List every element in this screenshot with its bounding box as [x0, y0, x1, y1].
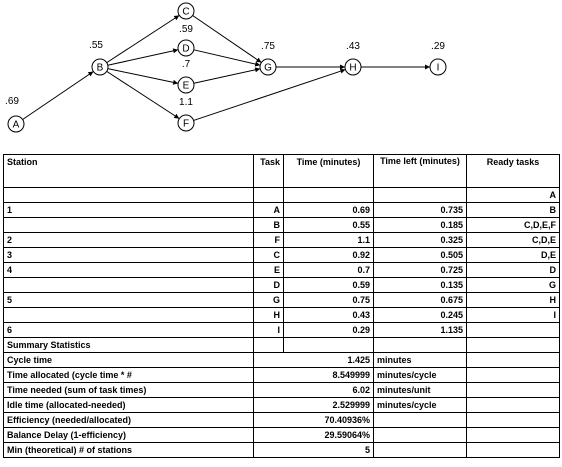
cell-ready: G	[467, 278, 560, 293]
node-time: .43	[346, 41, 360, 52]
empty-cell	[467, 428, 560, 443]
header-station: Station	[4, 155, 254, 188]
cell-ready: I	[467, 308, 560, 323]
summary-row	[4, 428, 560, 443]
cell-time: 0.7	[284, 263, 374, 278]
node-label: G	[264, 62, 272, 74]
arrowhead-F-H	[340, 69, 346, 74]
cell-left: 0.675	[374, 293, 467, 308]
cell-left: 0.735	[374, 203, 467, 218]
cell-task	[254, 188, 284, 203]
edge-C-G	[193, 16, 262, 63]
cell-task: H	[254, 308, 284, 323]
edge-B-E	[108, 69, 178, 84]
summary-label: Min (theoretical) # of stations	[4, 443, 254, 458]
cell-time: 0.69	[284, 203, 374, 218]
cell-station: 1	[4, 203, 254, 218]
cell-task: G	[254, 293, 284, 308]
cell-ready: A	[467, 188, 560, 203]
table-row	[4, 233, 560, 248]
header-task: Task	[254, 155, 284, 188]
cell-time: 1.1	[284, 233, 374, 248]
node-label: D	[182, 43, 190, 55]
empty-cell	[467, 338, 560, 353]
precedence-diagram	[0, 0, 562, 150]
summary-row	[4, 383, 560, 398]
cell-station: 3	[4, 248, 254, 263]
arrowhead-B-F	[174, 114, 180, 119]
cell-left: 1.135	[374, 323, 467, 338]
table-row	[4, 278, 560, 293]
arrowhead-B-C	[174, 15, 180, 20]
cell-task: F	[254, 233, 284, 248]
line-balancing-table	[3, 154, 560, 458]
cell-time: 0.75	[284, 293, 374, 308]
node-time: .59	[179, 24, 193, 35]
empty-cell	[467, 353, 560, 368]
summary-unit	[374, 443, 467, 458]
cell-time: 0.55	[284, 218, 374, 233]
arrowhead-G-H	[340, 65, 345, 70]
cell-task: B	[254, 218, 284, 233]
node-time: .55	[89, 40, 103, 51]
cell-time: 0.92	[284, 248, 374, 263]
edge-A-B	[23, 71, 94, 119]
arrowhead-H-I	[425, 65, 430, 70]
summary-unit	[374, 413, 467, 428]
summary-value: 6.02	[254, 383, 374, 398]
node-time: .7	[181, 59, 191, 70]
header-time-left: Time left (minutes)	[374, 155, 467, 188]
node-time: 1.1	[179, 97, 193, 108]
cell-ready: D	[467, 263, 560, 278]
summary-unit: minutes	[374, 353, 467, 368]
empty-cell	[284, 338, 374, 353]
summary-value: 5	[254, 443, 374, 458]
cell-left: 0.325	[374, 233, 467, 248]
table-row	[4, 218, 560, 233]
table-row	[4, 293, 560, 308]
summary-label: Time needed (sum of task times)	[4, 383, 254, 398]
table-row	[4, 188, 560, 203]
node-label: I	[436, 62, 440, 74]
summary-row	[4, 353, 560, 368]
cell-task: E	[254, 263, 284, 278]
summary-row	[4, 398, 560, 413]
empty-cell	[467, 398, 560, 413]
cell-ready: B	[467, 203, 560, 218]
node-time: .75	[261, 41, 275, 52]
empty-cell	[467, 368, 560, 383]
empty-cell	[467, 383, 560, 398]
node-label: E	[182, 80, 190, 92]
cell-ready: C,D,E	[467, 233, 560, 248]
cell-station: 2	[4, 233, 254, 248]
cell-time: 0.29	[284, 323, 374, 338]
empty-cell	[374, 338, 467, 353]
summary-row	[4, 413, 560, 428]
cell-task: I	[254, 323, 284, 338]
empty-cell	[467, 443, 560, 458]
header-ready-tasks: Ready tasks	[467, 155, 560, 188]
summary-value: 29.59064%	[254, 428, 374, 443]
table-header-row	[4, 155, 560, 188]
arrowhead-C-G	[256, 58, 262, 63]
summary-label: Cycle time	[4, 353, 254, 368]
cell-ready: C,D,E,F	[467, 218, 560, 233]
empty-cell	[254, 338, 284, 353]
cell-station	[4, 308, 254, 323]
node-label: B	[96, 62, 104, 74]
summary-row	[4, 443, 560, 458]
node-label: F	[182, 118, 190, 130]
summary-label: Balance Delay (1-efficiency)	[4, 428, 254, 443]
table-row	[4, 308, 560, 323]
table-row	[4, 248, 560, 263]
summary-value: 2.529999	[254, 398, 374, 413]
empty-cell	[467, 413, 560, 428]
arrowhead-E-G	[255, 67, 260, 72]
summary-value: 8.549999	[254, 368, 374, 383]
summary-label: Idle time (allocated-needed)	[4, 398, 254, 413]
cell-time	[284, 188, 374, 203]
node-label: A	[12, 119, 20, 131]
cell-station	[4, 188, 254, 203]
node-time: .69	[5, 96, 19, 107]
edge-E-G	[194, 69, 260, 84]
edge-F-H	[194, 70, 346, 121]
arrowhead-D-G	[255, 62, 260, 67]
cell-time: 0.43	[284, 308, 374, 323]
cell-time: 0.59	[284, 278, 374, 293]
cell-left: 0.185	[374, 218, 467, 233]
edge-B-D	[108, 50, 178, 66]
cell-ready: H	[467, 293, 560, 308]
arrowhead-B-E	[173, 80, 178, 85]
arrowhead-B-D	[173, 48, 178, 53]
cell-task: C	[254, 248, 284, 263]
node-time: .29	[431, 41, 445, 52]
cell-left: 0.135	[374, 278, 467, 293]
cell-left: 0.505	[374, 248, 467, 263]
node-label: C	[182, 6, 190, 18]
cell-ready	[467, 323, 560, 338]
cell-station: 5	[4, 293, 254, 308]
cell-station: 4	[4, 263, 254, 278]
summary-unit: minutes/unit	[374, 383, 467, 398]
edge-B-F	[107, 71, 180, 118]
summary-row	[4, 368, 560, 383]
summary-value: 1.425	[254, 353, 374, 368]
summary-title-row	[4, 338, 560, 353]
edge-D-G	[194, 50, 260, 65]
cell-station	[4, 278, 254, 293]
summary-label: Efficiency (needed/allocated)	[4, 413, 254, 428]
cell-left	[374, 188, 467, 203]
summary-label: Time allocated (cycle time * #	[4, 368, 254, 383]
summary-unit: minutes/cycle	[374, 368, 467, 383]
arrowhead-A-B	[88, 71, 94, 76]
cell-task: A	[254, 203, 284, 218]
table-row	[4, 263, 560, 278]
cell-left: 0.245	[374, 308, 467, 323]
table-row	[4, 203, 560, 218]
cell-task: D	[254, 278, 284, 293]
summary-value: 70.40936%	[254, 413, 374, 428]
edge-B-C	[107, 15, 180, 62]
table-row	[4, 323, 560, 338]
header-time: Time (minutes)	[284, 155, 374, 188]
summary-title: Summary Statistics	[4, 338, 254, 353]
cell-station	[4, 218, 254, 233]
cell-ready: D,E	[467, 248, 560, 263]
summary-unit	[374, 428, 467, 443]
cell-station: 6	[4, 323, 254, 338]
cell-left: 0.725	[374, 263, 467, 278]
node-label: H	[349, 62, 357, 74]
summary-unit: minutes/cycle	[374, 398, 467, 413]
